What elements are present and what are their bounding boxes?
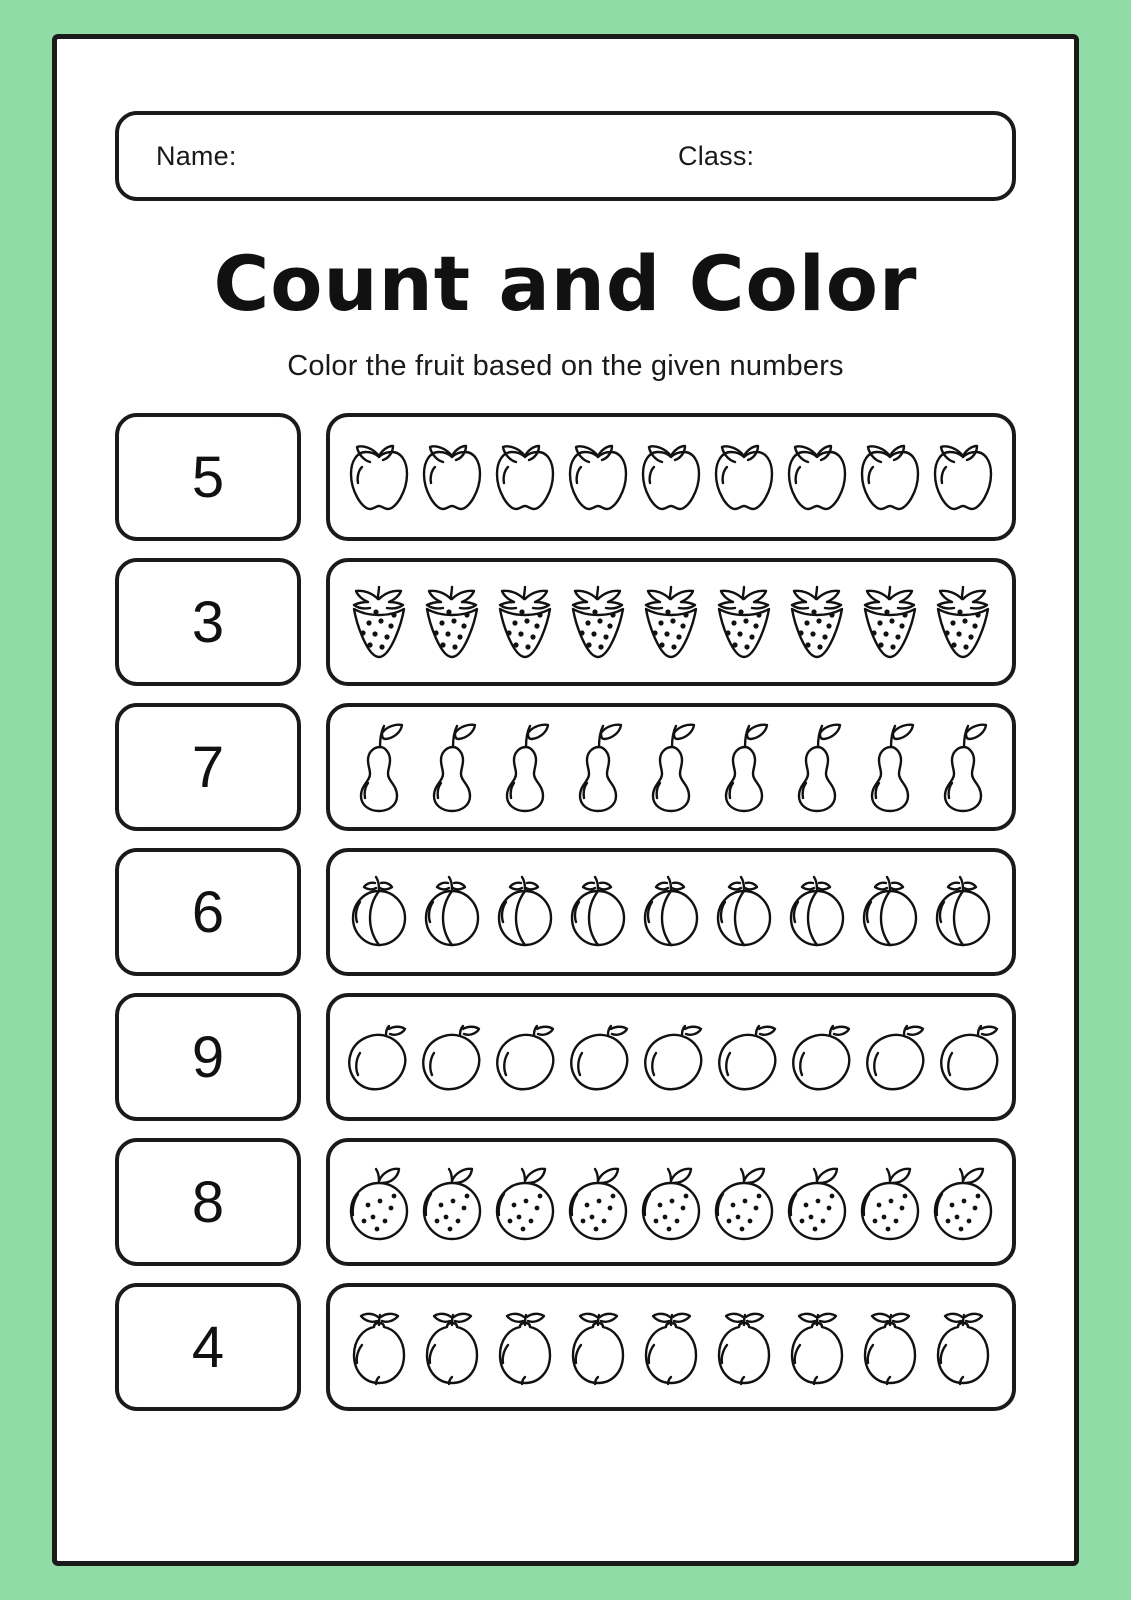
plum-icon[interactable] (640, 873, 702, 951)
plum-icon[interactable] (567, 873, 629, 951)
pear-icon[interactable] (711, 721, 777, 813)
page-title: Count and Color (213, 239, 918, 328)
plum-icon[interactable] (713, 873, 775, 951)
mango-icon[interactable] (638, 1019, 712, 1095)
worksheet-row (115, 1283, 1016, 1411)
number-box: 4 (115, 1283, 301, 1411)
worksheet-rows (115, 413, 1016, 1411)
fruit-row-apple[interactable] (326, 413, 1016, 541)
strawberry-icon[interactable] (418, 579, 486, 665)
number-box: 6 (115, 848, 301, 976)
orange-icon[interactable] (928, 1161, 998, 1243)
apple-icon[interactable] (856, 436, 924, 518)
worksheet-row (115, 993, 1016, 1121)
lemon-icon[interactable] (856, 1305, 924, 1389)
orange-icon[interactable] (709, 1161, 779, 1243)
number-box: 7 (115, 703, 301, 831)
plum-icon[interactable] (859, 873, 921, 951)
apple-icon[interactable] (345, 436, 413, 518)
pear-icon[interactable] (565, 721, 631, 813)
page-subtitle: Color the fruit based on the given numbers (287, 350, 844, 382)
mango-icon[interactable] (934, 1019, 1008, 1095)
lemon-icon[interactable] (710, 1305, 778, 1389)
mango-icon[interactable] (490, 1019, 564, 1095)
plum-icon[interactable] (494, 873, 556, 951)
apple-icon[interactable] (418, 436, 486, 518)
apple-icon[interactable] (564, 436, 632, 518)
orange-icon[interactable] (490, 1161, 560, 1243)
lemon-icon[interactable] (564, 1305, 632, 1389)
worksheet-row (115, 1138, 1016, 1266)
lemon-icon[interactable] (783, 1305, 851, 1389)
worksheet-row (115, 703, 1016, 831)
plum-icon[interactable] (421, 873, 483, 951)
orange-icon[interactable] (855, 1161, 925, 1243)
apple-icon[interactable] (491, 436, 559, 518)
strawberry-icon[interactable] (345, 579, 413, 665)
class-label: Class: (678, 140, 755, 171)
strawberry-icon[interactable] (929, 579, 997, 665)
apple-icon[interactable] (637, 436, 705, 518)
pear-icon[interactable] (419, 721, 485, 813)
mango-icon[interactable] (860, 1019, 934, 1095)
orange-icon[interactable] (344, 1161, 414, 1243)
orange-icon[interactable] (636, 1161, 706, 1243)
worksheet-row (115, 413, 1016, 541)
lemon-icon[interactable] (929, 1305, 997, 1389)
pear-icon[interactable] (638, 721, 704, 813)
number-box: 5 (115, 413, 301, 541)
fruit-row-mango[interactable] (326, 993, 1016, 1121)
fruit-row-orange[interactable] (326, 1138, 1016, 1266)
orange-icon[interactable] (417, 1161, 487, 1243)
lemon-icon[interactable] (418, 1305, 486, 1389)
pear-icon[interactable] (784, 721, 850, 813)
mango-icon[interactable] (342, 1019, 416, 1095)
number-box: 3 (115, 558, 301, 686)
mango-icon[interactable] (416, 1019, 490, 1095)
strawberry-icon[interactable] (637, 579, 705, 665)
pear-icon[interactable] (930, 721, 996, 813)
lemon-icon[interactable] (345, 1305, 413, 1389)
number-box: 8 (115, 1138, 301, 1266)
mango-icon[interactable] (786, 1019, 860, 1095)
fruit-row-plum[interactable] (326, 848, 1016, 976)
strawberry-icon[interactable] (856, 579, 924, 665)
mango-icon[interactable] (712, 1019, 786, 1095)
worksheet-row (115, 848, 1016, 976)
mango-icon[interactable] (564, 1019, 638, 1095)
name-class-bar (115, 111, 1016, 201)
strawberry-icon[interactable] (710, 579, 778, 665)
worksheet-row (115, 558, 1016, 686)
lemon-icon[interactable] (491, 1305, 559, 1389)
strawberry-icon[interactable] (783, 579, 851, 665)
strawberry-icon[interactable] (491, 579, 559, 665)
pear-icon[interactable] (346, 721, 412, 813)
apple-icon[interactable] (929, 436, 997, 518)
apple-icon[interactable] (710, 436, 778, 518)
orange-icon[interactable] (563, 1161, 633, 1243)
fruit-row-strawberry[interactable] (326, 558, 1016, 686)
fruit-row-lemon[interactable] (326, 1283, 1016, 1411)
pear-icon[interactable] (492, 721, 558, 813)
plum-icon[interactable] (786, 873, 848, 951)
worksheet-page (52, 34, 1079, 1566)
apple-icon[interactable] (783, 436, 851, 518)
orange-icon[interactable] (782, 1161, 852, 1243)
pear-icon[interactable] (857, 721, 923, 813)
fruit-row-pear[interactable] (326, 703, 1016, 831)
plum-icon[interactable] (932, 873, 994, 951)
plum-icon[interactable] (348, 873, 410, 951)
lemon-icon[interactable] (637, 1305, 705, 1389)
name-label: Name: (156, 140, 237, 171)
number-box: 9 (115, 993, 301, 1121)
strawberry-icon[interactable] (564, 579, 632, 665)
